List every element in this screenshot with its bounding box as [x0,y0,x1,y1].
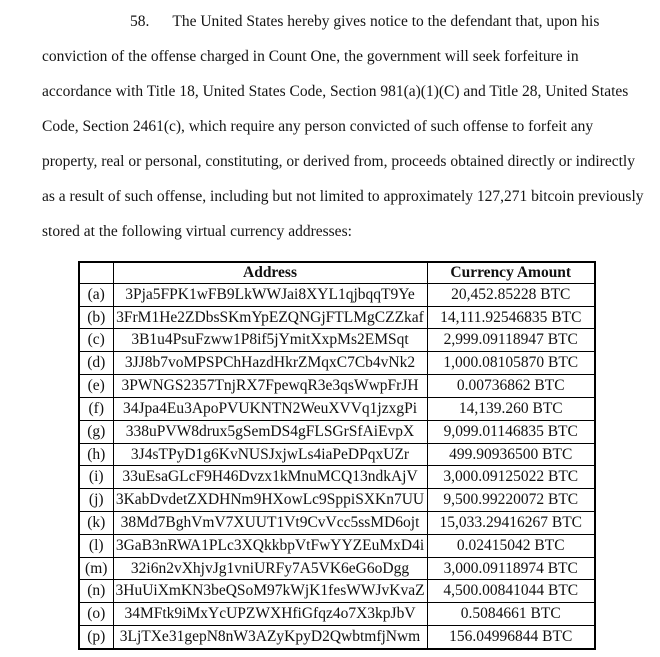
table-row [79,306,595,329]
row-address: 3J4sTPyD1g6KvNUSJxjwLs4iaPeDPqxUZr [113,443,427,466]
row-label: (d) [79,352,113,375]
table-row [79,420,595,443]
row-amount: 15,033.29416267 BTC [427,511,595,534]
row-address: 3HuUiXmKN3beQSoM97kWjK1fesWWJvKvaZ [113,580,427,603]
table-row [79,329,595,352]
row-address: 32i6n2vXhjvJg1vniURFy7A5VK6eG6oDgg [113,557,427,580]
row-label: (e) [79,375,113,398]
row-address: 3KabDvdetZXDHNm9HXowLc9SppiSXKn7UU [113,489,427,512]
row-address: 3FrM1He2ZDbsSKmYpEZQNGjFTLMgCZZkaf [113,306,427,329]
row-label: (m) [79,557,113,580]
header-label-empty [79,262,113,283]
table-row [79,443,595,466]
paragraph-line: Code, Section 2461(c), which require any person convicted of such offense to forfeit any [42,118,594,135]
row-address: 3B1u4PsuFzww1P8if5jYmitXxpMs2EMSqt [113,329,427,352]
table-row [79,352,595,375]
row-label: (p) [79,626,113,650]
row-amount: 9,500.99220072 BTC [427,489,595,512]
row-label: (c) [79,329,113,352]
paragraph-line [42,4,648,39]
row-address: 3Pja5FPK1wFB9LkWWJai8XYL1qjbqqT9Ye [113,283,427,306]
row-amount: 3,000.09125022 BTC [427,466,595,489]
table-row [79,580,595,603]
table-row [79,489,595,512]
paragraph-line: as a result of such offense, including but not limited to approximately 127,271 bitcoin previously [42,188,644,205]
row-amount: 9,099.01146835 BTC [427,420,595,443]
row-address: 3JJ8b7voMPSPChHazdHkrZMqxC7Cb4vNk2 [113,352,427,375]
paragraph-line: accordance with Title 18, United States Code, Section 981(a)(1)(C) and Title 28, United States [42,83,629,100]
header-address: Address [113,262,427,283]
row-amount: 156.04996844 BTC [427,626,595,650]
table-row [79,603,595,626]
row-label: (g) [79,420,113,443]
row-label: (o) [79,603,113,626]
row-address: 34MFtk9iMxYcUPZWXHfiGfqz4o7X3kpJbV [113,603,427,626]
table-row [79,397,595,420]
row-address: 33uEsaGLcF9H46Dvzx1kMnuMCQ13ndkAjV [113,466,427,489]
row-address: 34Jpa4Eu3ApoPVUKNTN2WeuXVVq1jzxgPi [113,397,427,420]
row-label: (k) [79,511,113,534]
row-amount: 20,452.85228 BTC [427,283,595,306]
row-label: (n) [79,580,113,603]
row-address: 338uPVW8drux5gSemDS4gFLSGrSfAiEvpX [113,420,427,443]
row-label: (l) [79,534,113,557]
row-amount: 2,999.09118947 BTC [427,329,595,352]
row-amount: 0.5084661 BTC [427,603,595,626]
paragraph-line: conviction of the offense charged in Count One, the government will seek forfeiture in [42,48,579,65]
row-label: (f) [79,397,113,420]
paragraph-line-text: The United States hereby gives notice to the defendant that, upon his [172,13,600,30]
header-currency-amount: Currency Amount [427,262,595,283]
row-label: (b) [79,306,113,329]
table-row [79,283,595,306]
row-amount: 499.90936500 BTC [427,443,595,466]
row-label: (a) [79,283,113,306]
row-amount: 14,111.92546835 BTC [427,306,595,329]
row-amount: 4,500.00841044 BTC [427,580,595,603]
row-amount: 14,139.260 BTC [427,397,595,420]
table-row [79,511,595,534]
row-address: 3PWNGS2357TnjRX7FpewqR3e3qsWwpFrJH [113,375,427,398]
paragraph-line: property, real or personal, constituting, or derived from, proceeds obtained directly or indirectly [42,153,635,170]
paragraph-number: 58. [130,13,150,30]
paragraph-58 [42,4,648,249]
table-row [79,534,595,557]
row-address: 3GaB3nRWA1PLc3XQkkbpVtFwYYZEuMxD4i [113,534,427,557]
table-header-row [79,262,595,283]
row-amount: 0.02415042 BTC [427,534,595,557]
paragraph-line: stored at the following virtual currency addresses: [42,223,352,240]
row-amount: 1,000.08105870 BTC [427,352,595,375]
table-row [79,557,595,580]
table-row [79,466,595,489]
row-label: (j) [79,489,113,512]
row-amount: 0.00736862 BTC [427,375,595,398]
table-row [79,626,595,650]
row-label: (i) [79,466,113,489]
row-address: 3LjTXe31gepN8nW3AZyKpyD2QwbtmfjNwm [113,626,427,650]
row-amount: 3,000.09118974 BTC [427,557,595,580]
forfeiture-address-table [78,261,596,650]
row-label: (h) [79,443,113,466]
table-row [79,375,595,398]
row-address: 38Md7BghVmV7XUUT1Vt9CvVcc5ssMD6ojt [113,511,427,534]
